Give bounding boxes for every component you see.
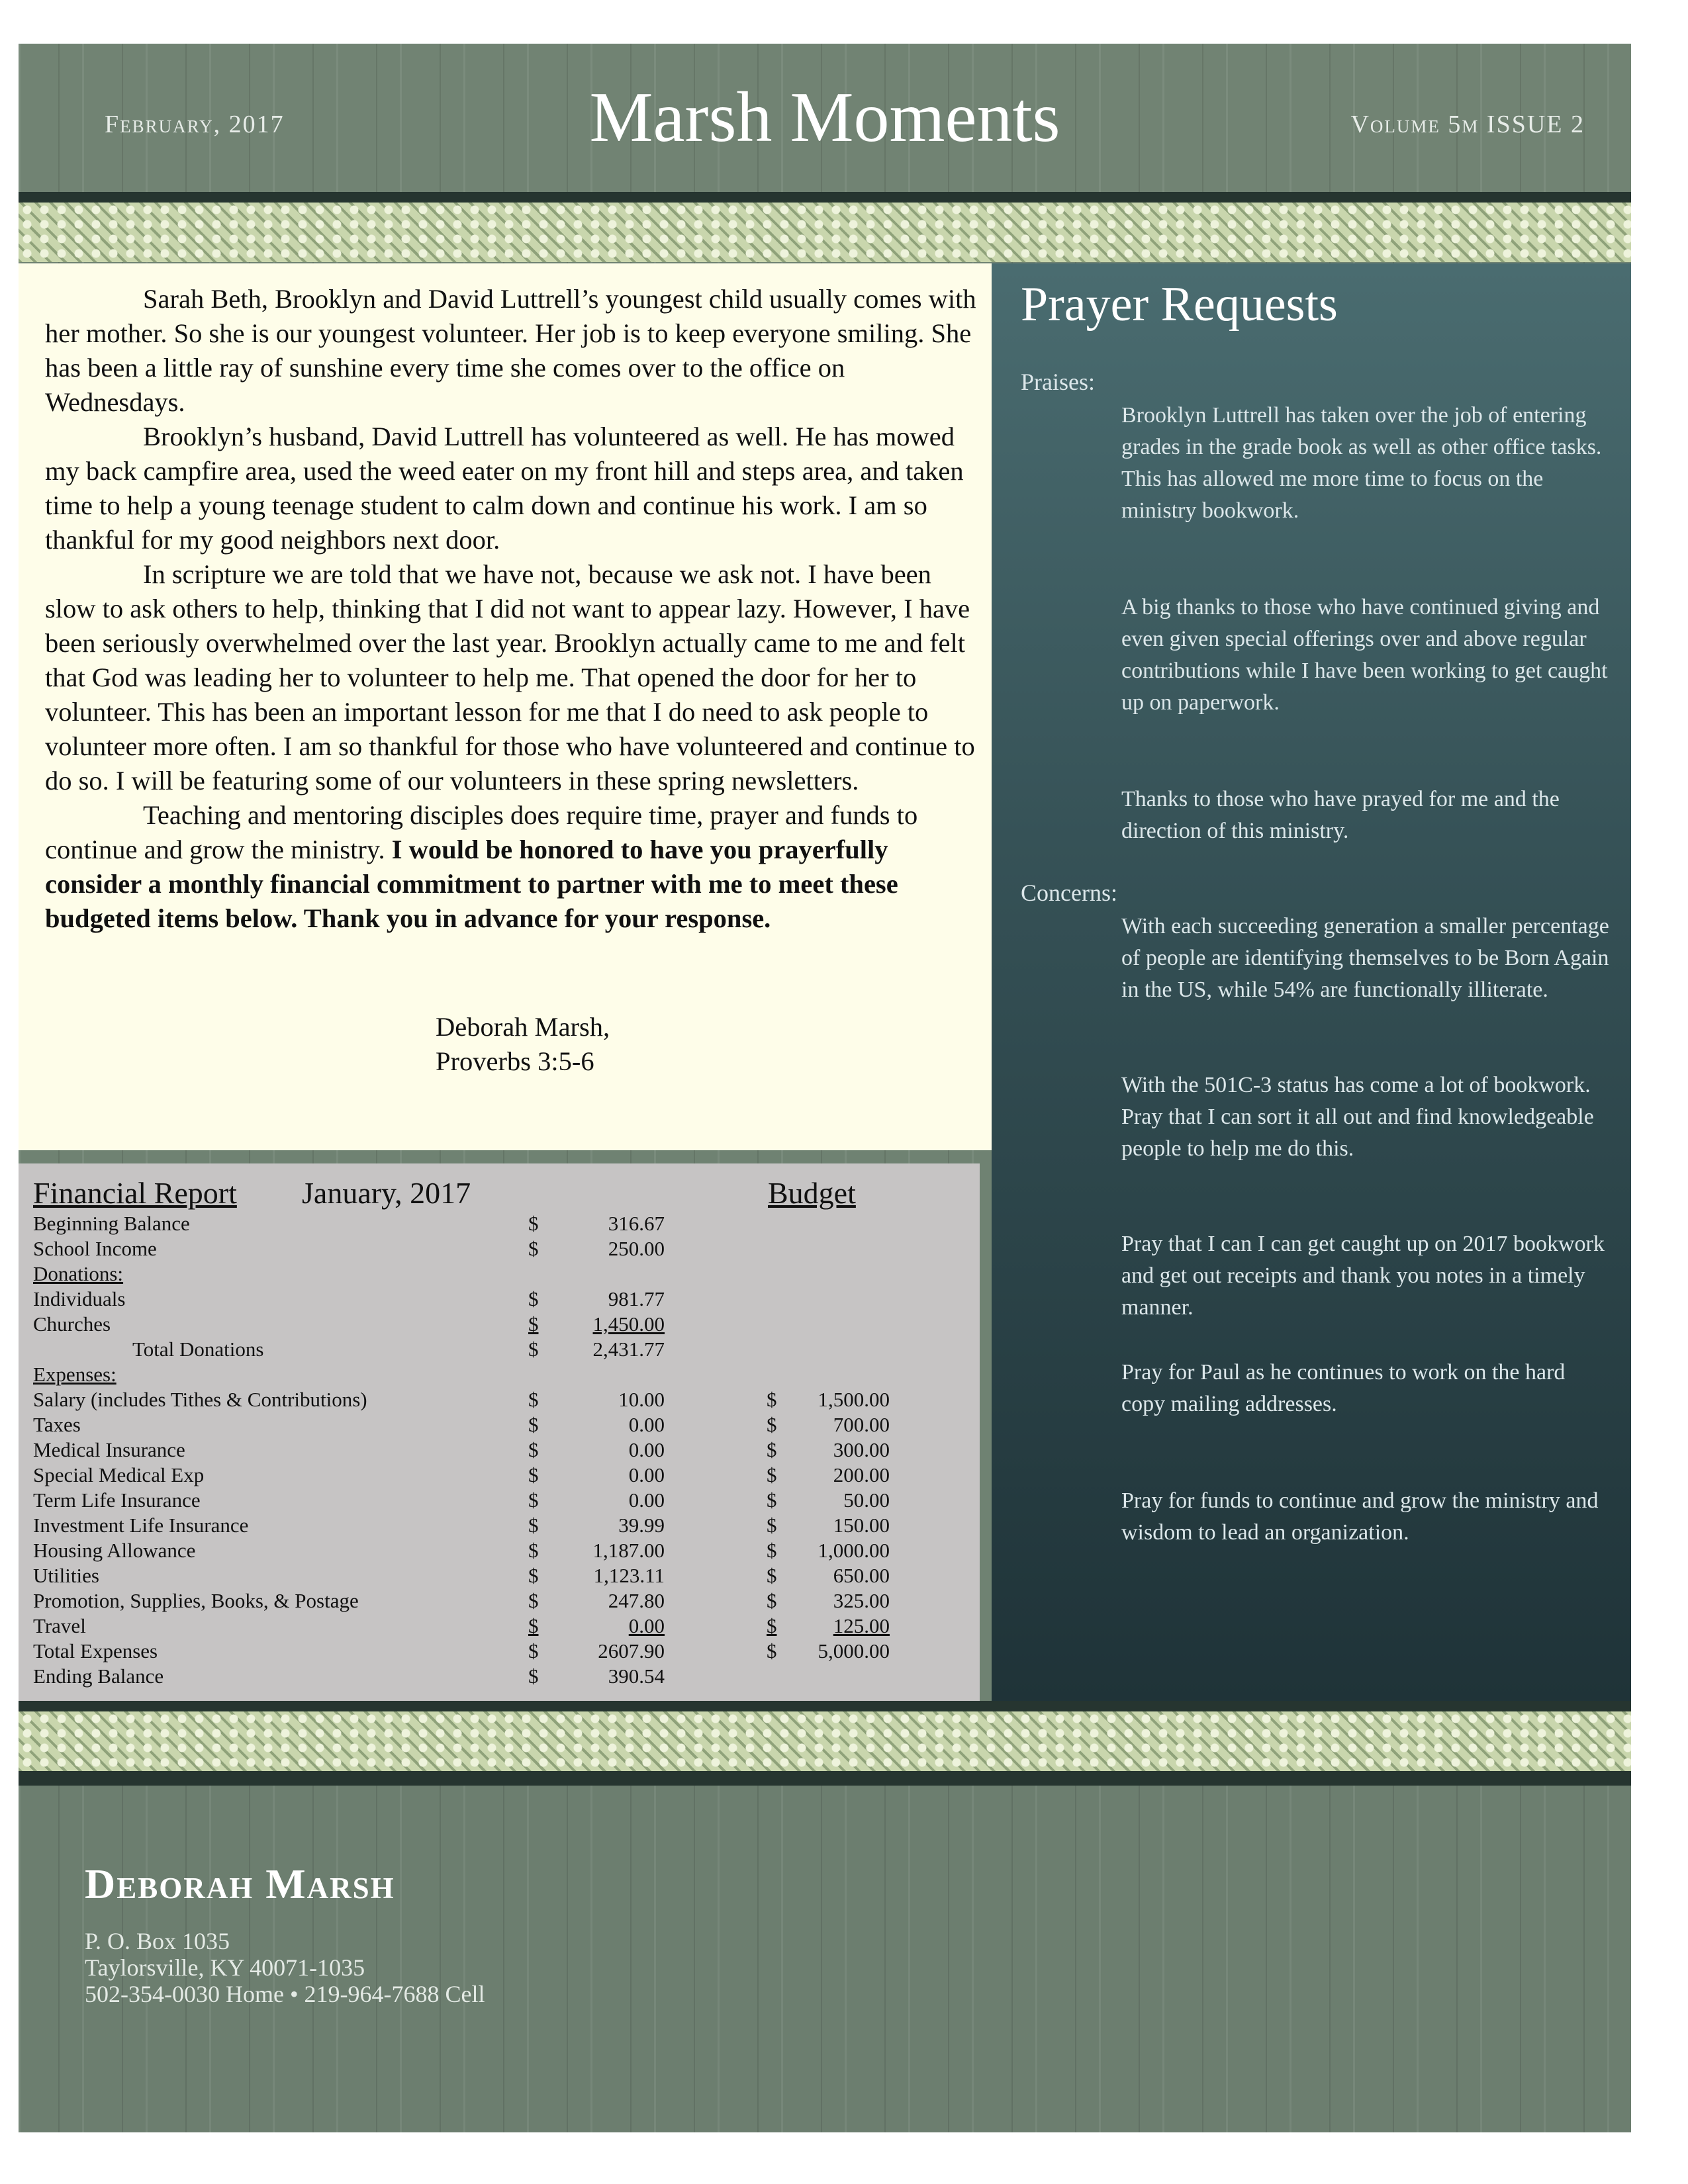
budget-currency: $ [767, 1438, 777, 1461]
row-label: School Income [33, 1237, 157, 1260]
praise-item: Thanks to those who have prayed for me and the direction of this ministry. [1121, 787, 1560, 843]
actual-currency: $ [528, 1212, 539, 1235]
actual-amount: 0.00 [628, 1614, 665, 1637]
row-label: Expenses: [33, 1363, 117, 1386]
financial-row [33, 1312, 973, 1337]
row-label: Promotion, Supplies, Books, & Postage [33, 1589, 359, 1612]
actual-amount: 1,123.11 [593, 1564, 665, 1587]
signature-name: Deborah Marsh, [436, 1012, 610, 1042]
concern-item: With the 501C-3 status has come a lot of bookwork. Pray that I can sort it all out and find knowledgeable people to help me do this. [1121, 1073, 1594, 1161]
budget-amount: 50.00 [843, 1488, 890, 1512]
financial-row [33, 1211, 973, 1236]
row-label: Travel [33, 1614, 86, 1637]
budget-currency: $ [767, 1463, 777, 1486]
financial-report-title: Financial Report [33, 1176, 237, 1210]
actual-amount: 390.54 [608, 1664, 665, 1688]
actual-currency: $ [528, 1438, 539, 1461]
budget-amount: 125.00 [833, 1614, 890, 1637]
author-name: Deborah Marsh [85, 1860, 395, 1907]
actual-amount: 247.80 [608, 1589, 665, 1612]
actual-amount: 250.00 [608, 1237, 665, 1260]
actual-currency: $ [528, 1589, 539, 1612]
closing-bold-text: I would be honored to have you prayerfully consider a monthly financial commitment to partner with me to meet these budgeted items below. Thank you in advance for your response. [45, 835, 898, 933]
actual-currency: $ [528, 1664, 539, 1688]
praise-item: A big thanks to those who have continued giving and even given special offerings over and above regular contributions while I have been working to get caught up on paperwork. [1121, 595, 1608, 715]
row-label: Investment Life Insurance [33, 1514, 249, 1537]
row-label: Taxes [33, 1413, 81, 1436]
actual-currency: $ [528, 1413, 539, 1436]
footer-divider-top [19, 1701, 1631, 1711]
row-label: Medical Insurance [33, 1438, 185, 1461]
financial-table [33, 1211, 973, 1689]
article-body [45, 282, 978, 936]
phone-numbers: 502-354-0030 Home • 219-964-7688 Cell [85, 1981, 485, 2007]
budget-currency: $ [767, 1564, 777, 1587]
row-label: Individuals [33, 1287, 126, 1310]
actual-currency: $ [528, 1564, 539, 1587]
actual-currency: $ [528, 1463, 539, 1486]
budget-amount: 150.00 [833, 1514, 890, 1537]
issue-volume: Volume 5m ISSUE 2 [1350, 111, 1585, 138]
actual-amount: 39.99 [618, 1514, 665, 1537]
footer-divider [19, 1771, 1631, 1786]
concern-item: With each succeeding generation a smaller percentage of people are identifying themselves to be Born Again in the US, while 54% are functionally illiterate. [1121, 914, 1609, 1002]
actual-currency: $ [528, 1514, 539, 1537]
actual-amount: 316.67 [608, 1212, 665, 1235]
budget-amount: 650.00 [833, 1564, 890, 1587]
budget-amount: 200.00 [833, 1463, 890, 1486]
article-paragraph: In scripture we are told that we have not, because we ask not. I have been slow to ask others to help, thinking that I did not want to appear lazy. However, I have been seriously overwhelmed over the last year. Brooklyn actually came to me and felt that God was leading her to volunteer to help me. That opened the door for her to volunteer. This has been an important lesson for me that I do need to ask people to volunteer more often. I am so thankful for those who have volunteered and continue to do so. I will be featuring some of our volunteers in these spring newsletters. [45, 559, 975, 796]
financial-row [33, 1588, 973, 1614]
actual-currency: $ [528, 1338, 539, 1361]
financial-row [33, 1664, 973, 1689]
budget-amount: 325.00 [833, 1589, 890, 1612]
actual-currency: $ [528, 1312, 539, 1336]
header-divider [19, 192, 1631, 203]
financial-row [33, 1236, 973, 1261]
actual-amount: 2,431.77 [592, 1338, 665, 1361]
budget-currency: $ [767, 1589, 777, 1612]
signature-verse: Proverbs 3:5-6 [436, 1046, 594, 1076]
budget-currency: $ [767, 1488, 777, 1512]
praise-item: Brooklyn Luttrell has taken over the job of entering grades in the grade book as well as other office tasks. This has allowed me more time to focus on the ministry bookwork. [1121, 403, 1602, 523]
actual-amount: 0.00 [628, 1463, 665, 1486]
budget-currency: $ [767, 1639, 777, 1662]
actual-amount: 0.00 [628, 1438, 665, 1461]
financial-row [33, 1337, 973, 1362]
concern-item: Pray that I can I can get caught up on 2017 bookwork and get out receipts and thank you notes in a timely manner. [1121, 1232, 1605, 1320]
financial-report-date: January, 2017 [302, 1176, 471, 1210]
row-label: Total Expenses [33, 1639, 158, 1662]
row-label: Total Donations [132, 1338, 264, 1361]
closing-plain-text: Teaching and mentoring disciples does require time, prayer and funds to continue and grow the ministry. [45, 800, 918, 864]
financial-row [33, 1463, 973, 1488]
article-paragraph: Sarah Beth, Brooklyn and David Luttrell’s youngest child usually comes with her mother. So she is our youngest volunteer. Her job is to keep everyone smiling. She has been a little ray of sunshine every time she comes over to the office on Wednesdays. [45, 284, 976, 417]
contact-footer [19, 1786, 1631, 2132]
actual-amount: 2607.90 [598, 1639, 665, 1662]
article-closing [45, 798, 978, 936]
financial-row [33, 1639, 973, 1664]
actual-currency: $ [528, 1614, 539, 1637]
concern-item: Pray for Paul as he continues to work on the hard copy mailing addresses. [1121, 1360, 1566, 1416]
financial-row [33, 1563, 973, 1588]
actual-amount: 1,187.00 [592, 1539, 665, 1562]
row-label: Special Medical Exp [33, 1463, 205, 1486]
financial-row [33, 1513, 973, 1538]
financial-row [33, 1261, 973, 1287]
po-box: P. O. Box 1035 [85, 1928, 230, 1954]
budget-currency: $ [767, 1614, 777, 1637]
actual-currency: $ [528, 1237, 539, 1260]
financial-row [33, 1287, 973, 1312]
row-label: Churches [33, 1312, 111, 1336]
decorative-band-top [19, 203, 1631, 262]
budget-amount: 1,000.00 [818, 1539, 890, 1562]
budget-currency: $ [767, 1514, 777, 1537]
budget-currency: $ [767, 1539, 777, 1562]
actual-amount: 0.00 [628, 1413, 665, 1436]
actual-currency: $ [528, 1488, 539, 1512]
financial-row [33, 1362, 973, 1387]
financial-row [33, 1614, 973, 1639]
concerns-label: Concerns: [1021, 880, 1117, 906]
budget-column-header: Budget [768, 1176, 856, 1210]
financial-row [33, 1488, 973, 1513]
budget-amount: 300.00 [833, 1438, 890, 1461]
praises-label: Praises: [1021, 369, 1095, 395]
budget-currency: $ [767, 1413, 777, 1436]
financial-report [19, 1163, 980, 1701]
newsletter-title: Marsh Moments [589, 78, 1060, 157]
row-label: Salary (includes Tithes & Contributions) [33, 1388, 367, 1411]
actual-amount: 1,450.00 [592, 1312, 665, 1336]
main-article [19, 263, 992, 1150]
financial-row [33, 1538, 973, 1563]
actual-currency: $ [528, 1639, 539, 1662]
actual-currency: $ [528, 1388, 539, 1411]
prayer-requests-title: Prayer Requests [1021, 277, 1338, 332]
prayer-requests-sidebar [992, 263, 1631, 1701]
article-paragraph: Brooklyn’s husband, David Luttrell has volunteered as well. He has mowed my back campfire area, used the weed eater on my front hill and steps area, and taken time to help a young teenage student to calm down and continue his work. I am so thankful for my good neighbors next door. [45, 422, 964, 555]
financial-row [33, 1412, 973, 1437]
city-state-zip: Taylorsville, KY 40071-1035 [85, 1954, 365, 1981]
row-label: Utilities [33, 1564, 99, 1587]
row-label: Ending Balance [33, 1664, 164, 1688]
issue-date: February, 2017 [105, 111, 285, 138]
actual-currency: $ [528, 1539, 539, 1562]
decorative-band-bottom [19, 1711, 1631, 1771]
budget-amount: 1,500.00 [818, 1388, 890, 1411]
row-label: Beginning Balance [33, 1212, 190, 1235]
actual-amount: 981.77 [608, 1287, 665, 1310]
financial-row [33, 1387, 973, 1412]
masthead [19, 44, 1631, 192]
row-label: Donations: [33, 1262, 124, 1285]
budget-amount: 5,000.00 [818, 1639, 890, 1662]
actual-currency: $ [528, 1287, 539, 1310]
actual-amount: 10.00 [618, 1388, 665, 1411]
budget-currency: $ [767, 1388, 777, 1411]
row-label: Term Life Insurance [33, 1488, 201, 1512]
concern-item: Pray for funds to continue and grow the ministry and wisdom to lead an organization. [1121, 1488, 1599, 1545]
actual-amount: 0.00 [628, 1488, 665, 1512]
signature [436, 1010, 610, 1079]
row-label: Housing Allowance [33, 1539, 196, 1562]
budget-amount: 700.00 [833, 1413, 890, 1436]
financial-row [33, 1437, 973, 1463]
